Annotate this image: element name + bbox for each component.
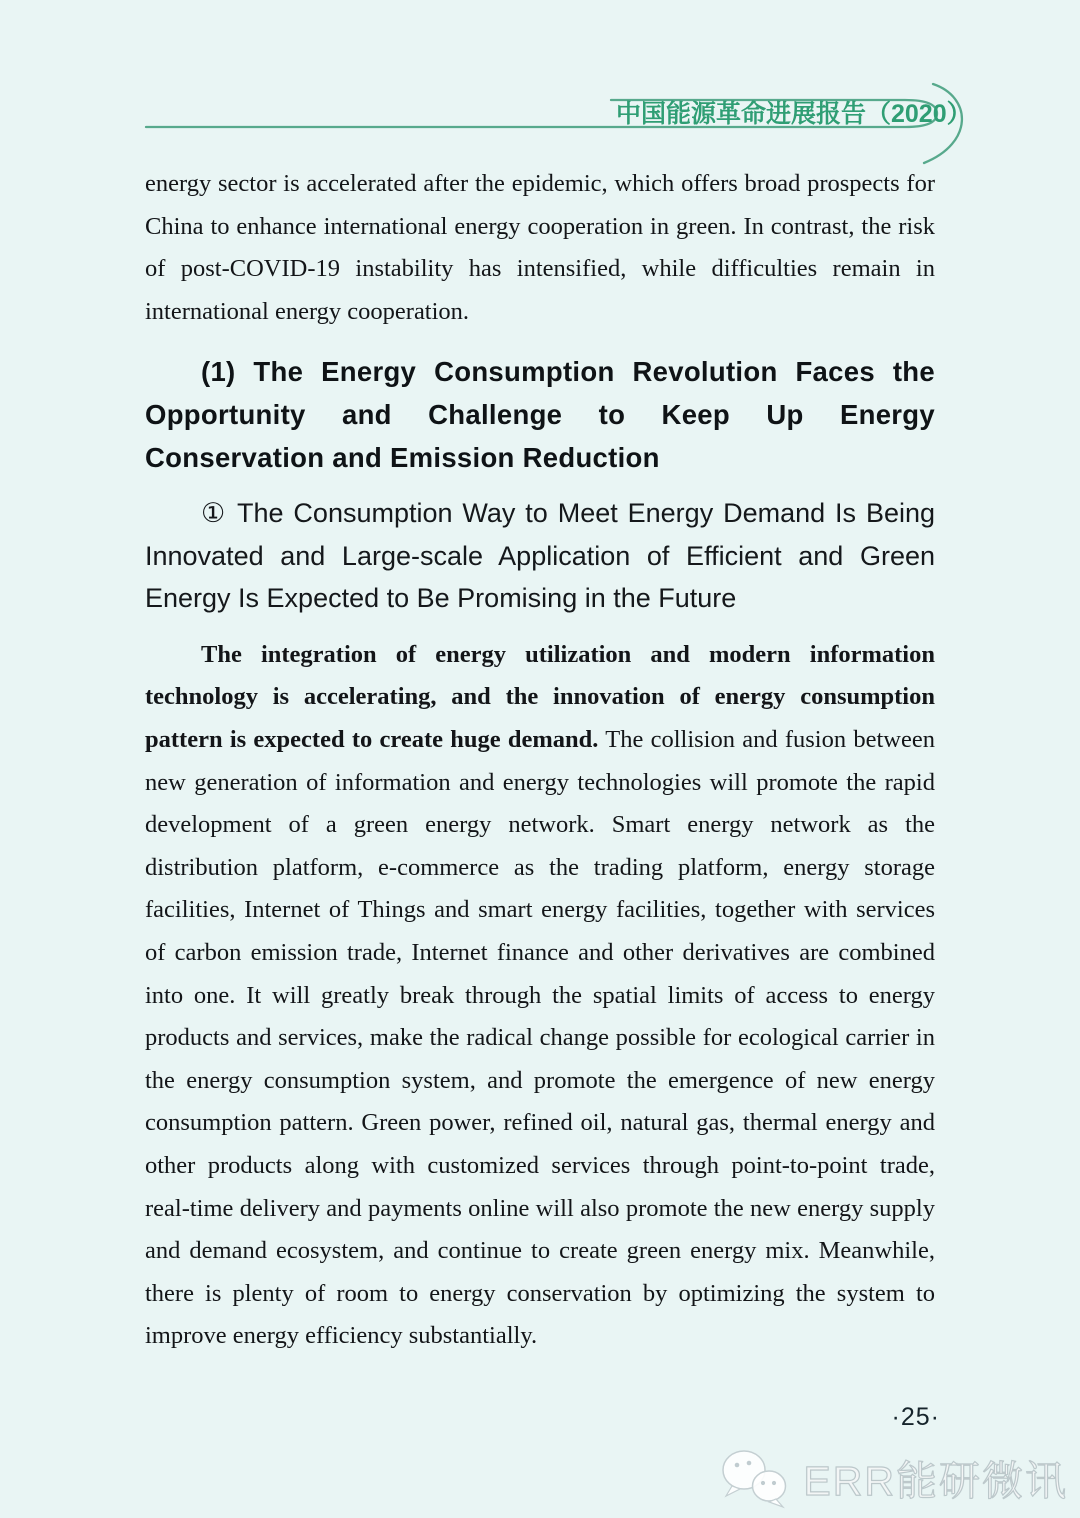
body-paragraph bbox=[145, 634, 935, 1358]
section-heading: (1) The Energy Consumption Revolution Faces the Opportunity and Challenge to Keep Up Energy Conservation and Emission Reduction bbox=[145, 356, 935, 474]
intro-paragraph: energy sector is accelerated after the epidemic, which offers broad prospects for China to enhance international energy cooperation in green. In contrast, the risk of post-COVID-19 instability has intensified, while difficulties remain in international energy cooperation. bbox=[145, 170, 935, 325]
header-rule-ornament-icon bbox=[0, 0, 1080, 180]
article-body bbox=[145, 163, 935, 1358]
watermark-text: ERR能研微讯 bbox=[803, 1457, 1068, 1504]
wechat-logo-icon bbox=[717, 1444, 793, 1510]
page-number: ·25· bbox=[891, 1403, 940, 1431]
body-paragraph-rest: The collision and fusion between new generation of information and energy technologies will promote the rapid development of a green energy network. Smart energy network as the distribution platform, e-commerce as the trading platform, energy storage facilities, Internet of Things and smart energy facilities, together with services of carbon emission trade, Internet finance and other derivatives are combined into one. It will greatly break through the spatial limits of access to energy products and services, make the radical change possible for ecological carrier in the energy consumption system, and promote the emergence of new energy consumption pattern. Green power, refined oil, natural gas, thermal energy and other products along with customized services through point-to-point trade, real-time delivery and payments online will also promote the new energy supply and demand ecosystem, and continue to create green energy mix. Meanwhile, there is plenty of room to energy conservation by optimizing the system to improve energy efficiency substantially. bbox=[145, 726, 936, 1350]
report-title: 中国能源革命进展报告（2020） bbox=[616, 100, 972, 128]
body-paragraph-lead-bold: The integration of energy utilization and modern information technology is accelerating, and the innovation of energy consumption pattern is expected to create huge demand. bbox=[145, 640, 935, 754]
subsection-heading: ① The Consumption Way to Meet Energy Demand Is Being Innovated and Large-scale Application of Efficient and Green Energy Is Expected to Be Promising in the Future bbox=[145, 498, 935, 614]
watermark bbox=[717, 1444, 1068, 1510]
